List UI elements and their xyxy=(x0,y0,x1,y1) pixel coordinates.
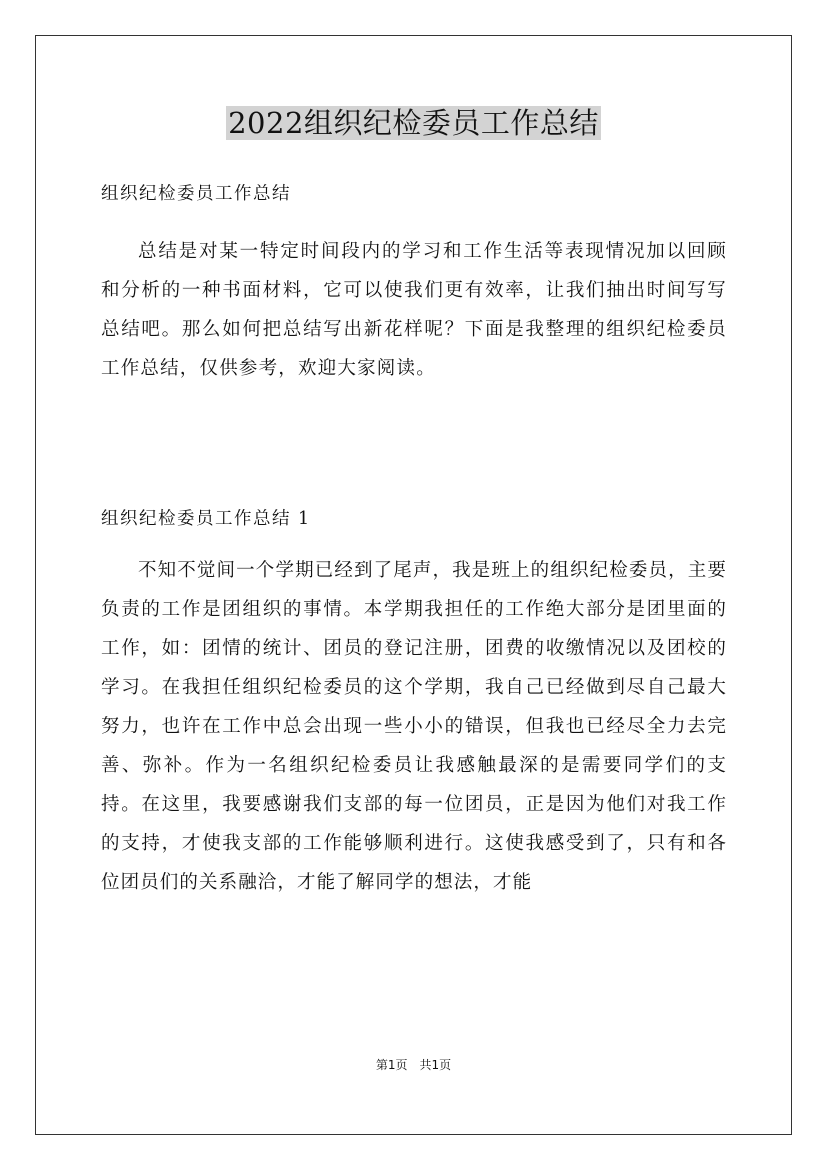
document-title-text: 2022组织纪检委员工作总结 xyxy=(228,106,599,140)
intro-heading: 组织纪检委员工作总结 xyxy=(101,184,291,204)
document-title xyxy=(0,104,827,142)
page-footer: 第1页 共1页 xyxy=(375,1058,452,1072)
section-heading: 组织纪检委员工作总结 1 xyxy=(101,509,311,529)
section-paragraph: 不知不觉间一个学期已经到了尾声，我是班上的组织纪检委员，主要负责的工作是团组织的事情。本学期我担任的工作绝大部分是团里面的工作，如：团情的统计、团员的登记注册，团费的收缴情况以及团校的学习。在我担任组织纪检委员的这个学期，我自己已经做到尽自己最大努力，也许在工作中总会出现一些小小的错误，但我也已经尽全力去完善、弥补。作为一名组织纪检委员让我感触最深的是需要同学们的支持。在这里，我要感谢我们支部的每一位团员，正是因为他们对我工作的支持，才使我支部的工作能够顺利进行。这使我感受到了，只有和各位团员们的关系融洽，才能了解同学的想法，才能 xyxy=(101,560,727,893)
intro-paragraph: 总结是对某一特定时间段内的学习和工作生活等表现情况加以回顾和分析的一种书面材料，它可以使我们更有效率，让我们抽出时间写写总结吧。那么如何把总结写出新花样呢？下面是我整理的组织纪检委员工作总结，仅供参考，欢迎大家阅读。 xyxy=(101,241,727,379)
